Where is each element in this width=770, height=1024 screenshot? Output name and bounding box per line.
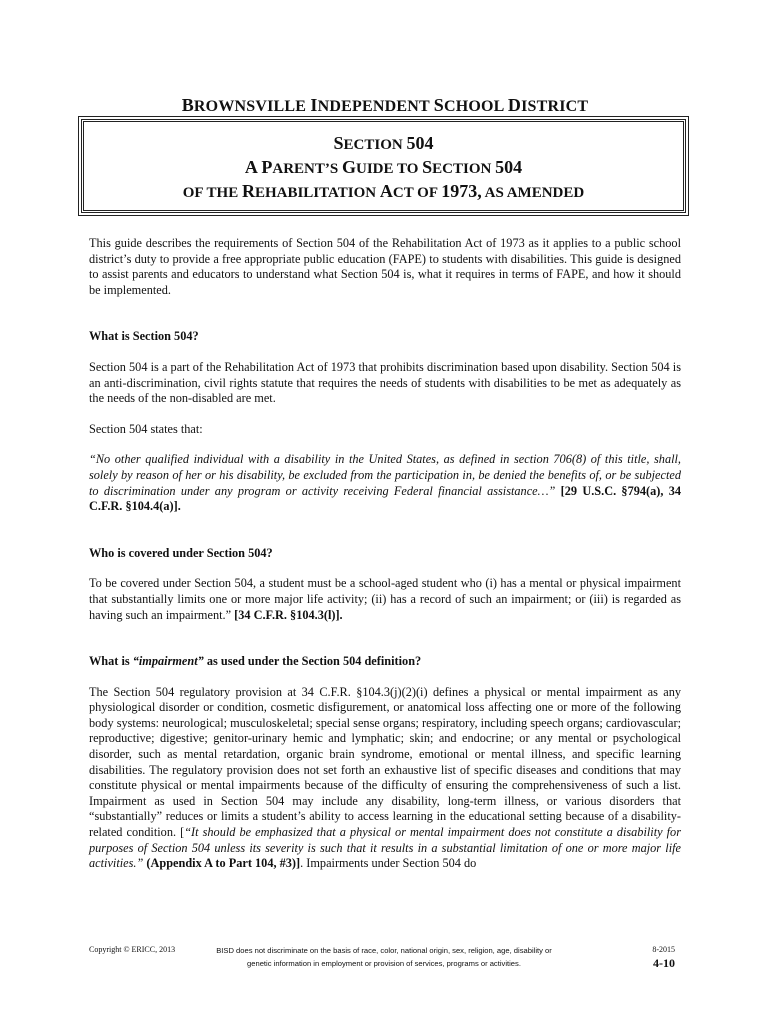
statute-citation: [29 U.S.C. §794(a), 34 C.F.R. §104.4(a)]. (89, 483, 681, 514)
impairment-citation: (Appendix A to Part 104, #3)] (143, 856, 301, 871)
heading-what-is-504: What is Section 504? (89, 329, 199, 344)
title-box (81, 119, 686, 213)
paragraph-impairment (89, 685, 681, 872)
paragraph-coverage (89, 576, 681, 623)
document-body (89, 236, 681, 872)
intro-paragraph: This guide describes the requirements of Section 504 of the Rehabilitation Act of 1973 as it applies to a public school district’s duty to provide a free appropriate public education (FAPE) to students with disabilities. This guide is designed to assist parents and educators to understand what Section 504 is, what it requires in terms of FAPE, and how it should be implemented. (89, 236, 681, 297)
statute-quote-text: “No other qualified individual with a disability in the United States, as defined in section 706(8) of this title, shall, solely by reason of her or his disability, be excluded from the participation in, be denied the benefits of, or be subjected to discrimination under any program or activity receiving Federal financial assistance…” (89, 452, 681, 498)
district-name: BROWNSVILLE INDEPENDENT SCHOOL DISTRICT (181, 95, 589, 115)
title-line-1: SECTION 504 (333, 133, 434, 153)
revision-date: 8-2015 (652, 945, 675, 954)
heading-who-is-covered: Who is covered under Section 504? (89, 545, 273, 560)
coverage-citation: [34 C.F.R. §104.3(l)]. (231, 607, 343, 622)
title-line-3: OF THE REHABILITATION ACT OF 1973, AS AMENDED (182, 181, 585, 201)
heading-impairment: What is “impairment” as used under the Section 504 definition? (89, 654, 422, 669)
page-number: 4-10 (653, 956, 675, 970)
title-line-2: A PARENT’S GUIDE TO SECTION 504 (244, 157, 523, 177)
impairment-tail: . Impairments under Section 504 do (300, 856, 477, 871)
impairment-text: The Section 504 regulatory provision at 34 C.F.R. §104.3(j)(2)(i) defines a physical or mental impairment as any physiological disorder or condition, cosmetic disfigurement, or anatomical loss affecting one or more of the following body systems: neurological; musculoskeletal; special sense organs; respiratory, including speech organs; cardiovascular; reproductive; digestive; genitor-urinary hemic and lymphatic; skin; and endocrine; or any mental or psychological disorder, such as mental retardation, organic brain syndrome, emotional or mental illness, and specific learning disabilities. The regulatory provision does not set forth an exhaustive list of specific diseases and conditions that may constitute physical or mental impairments because of the difficulty of ensuring the comprehensiveness of such a list. Impairment as used in Section 504 may include any disability, long-term illness, or various disorders that “substantially” reduces or limits a student’s ability to access learning in the educational setting because of a disability-related condition. [ (89, 684, 681, 840)
page-footer (89, 945, 681, 985)
paragraph-504-definition: Section 504 is a part of the Rehabilitation Act of 1973 that prohibits discrimination based upon disability. Section 504 is an anti-discrimination, civil rights statute that requires the needs of students with disabilities to be met as adequately as the needs of the non-disabled are met. (89, 359, 681, 406)
statute-quote (89, 452, 681, 514)
impairment-quote: “It should be emphasized that a physical or mental impairment does not constitute a disability for purposes of Section 504 unless its severity is such that it results in a substantial limitation of one or more major life activities.” (89, 825, 681, 871)
nondiscrimination-statement: BISD does not discriminate on the basis of race, color, national origin, sex, religion, age, disability or genetic information in employment or provision of services, programs or activities. (216, 946, 552, 968)
copyright-notice: Copyright © ERICC, 2013 (89, 945, 176, 954)
paragraph-504-states: Section 504 states that: (89, 421, 203, 436)
coverage-text: To be covered under Section 504, a student must be a school-aged student who (i) has a mental or physical impairment that substantially limits one or more major life activity; (ii) has a record of such an impairment; or (iii) is regarded as having such an impairment.” (89, 576, 681, 622)
